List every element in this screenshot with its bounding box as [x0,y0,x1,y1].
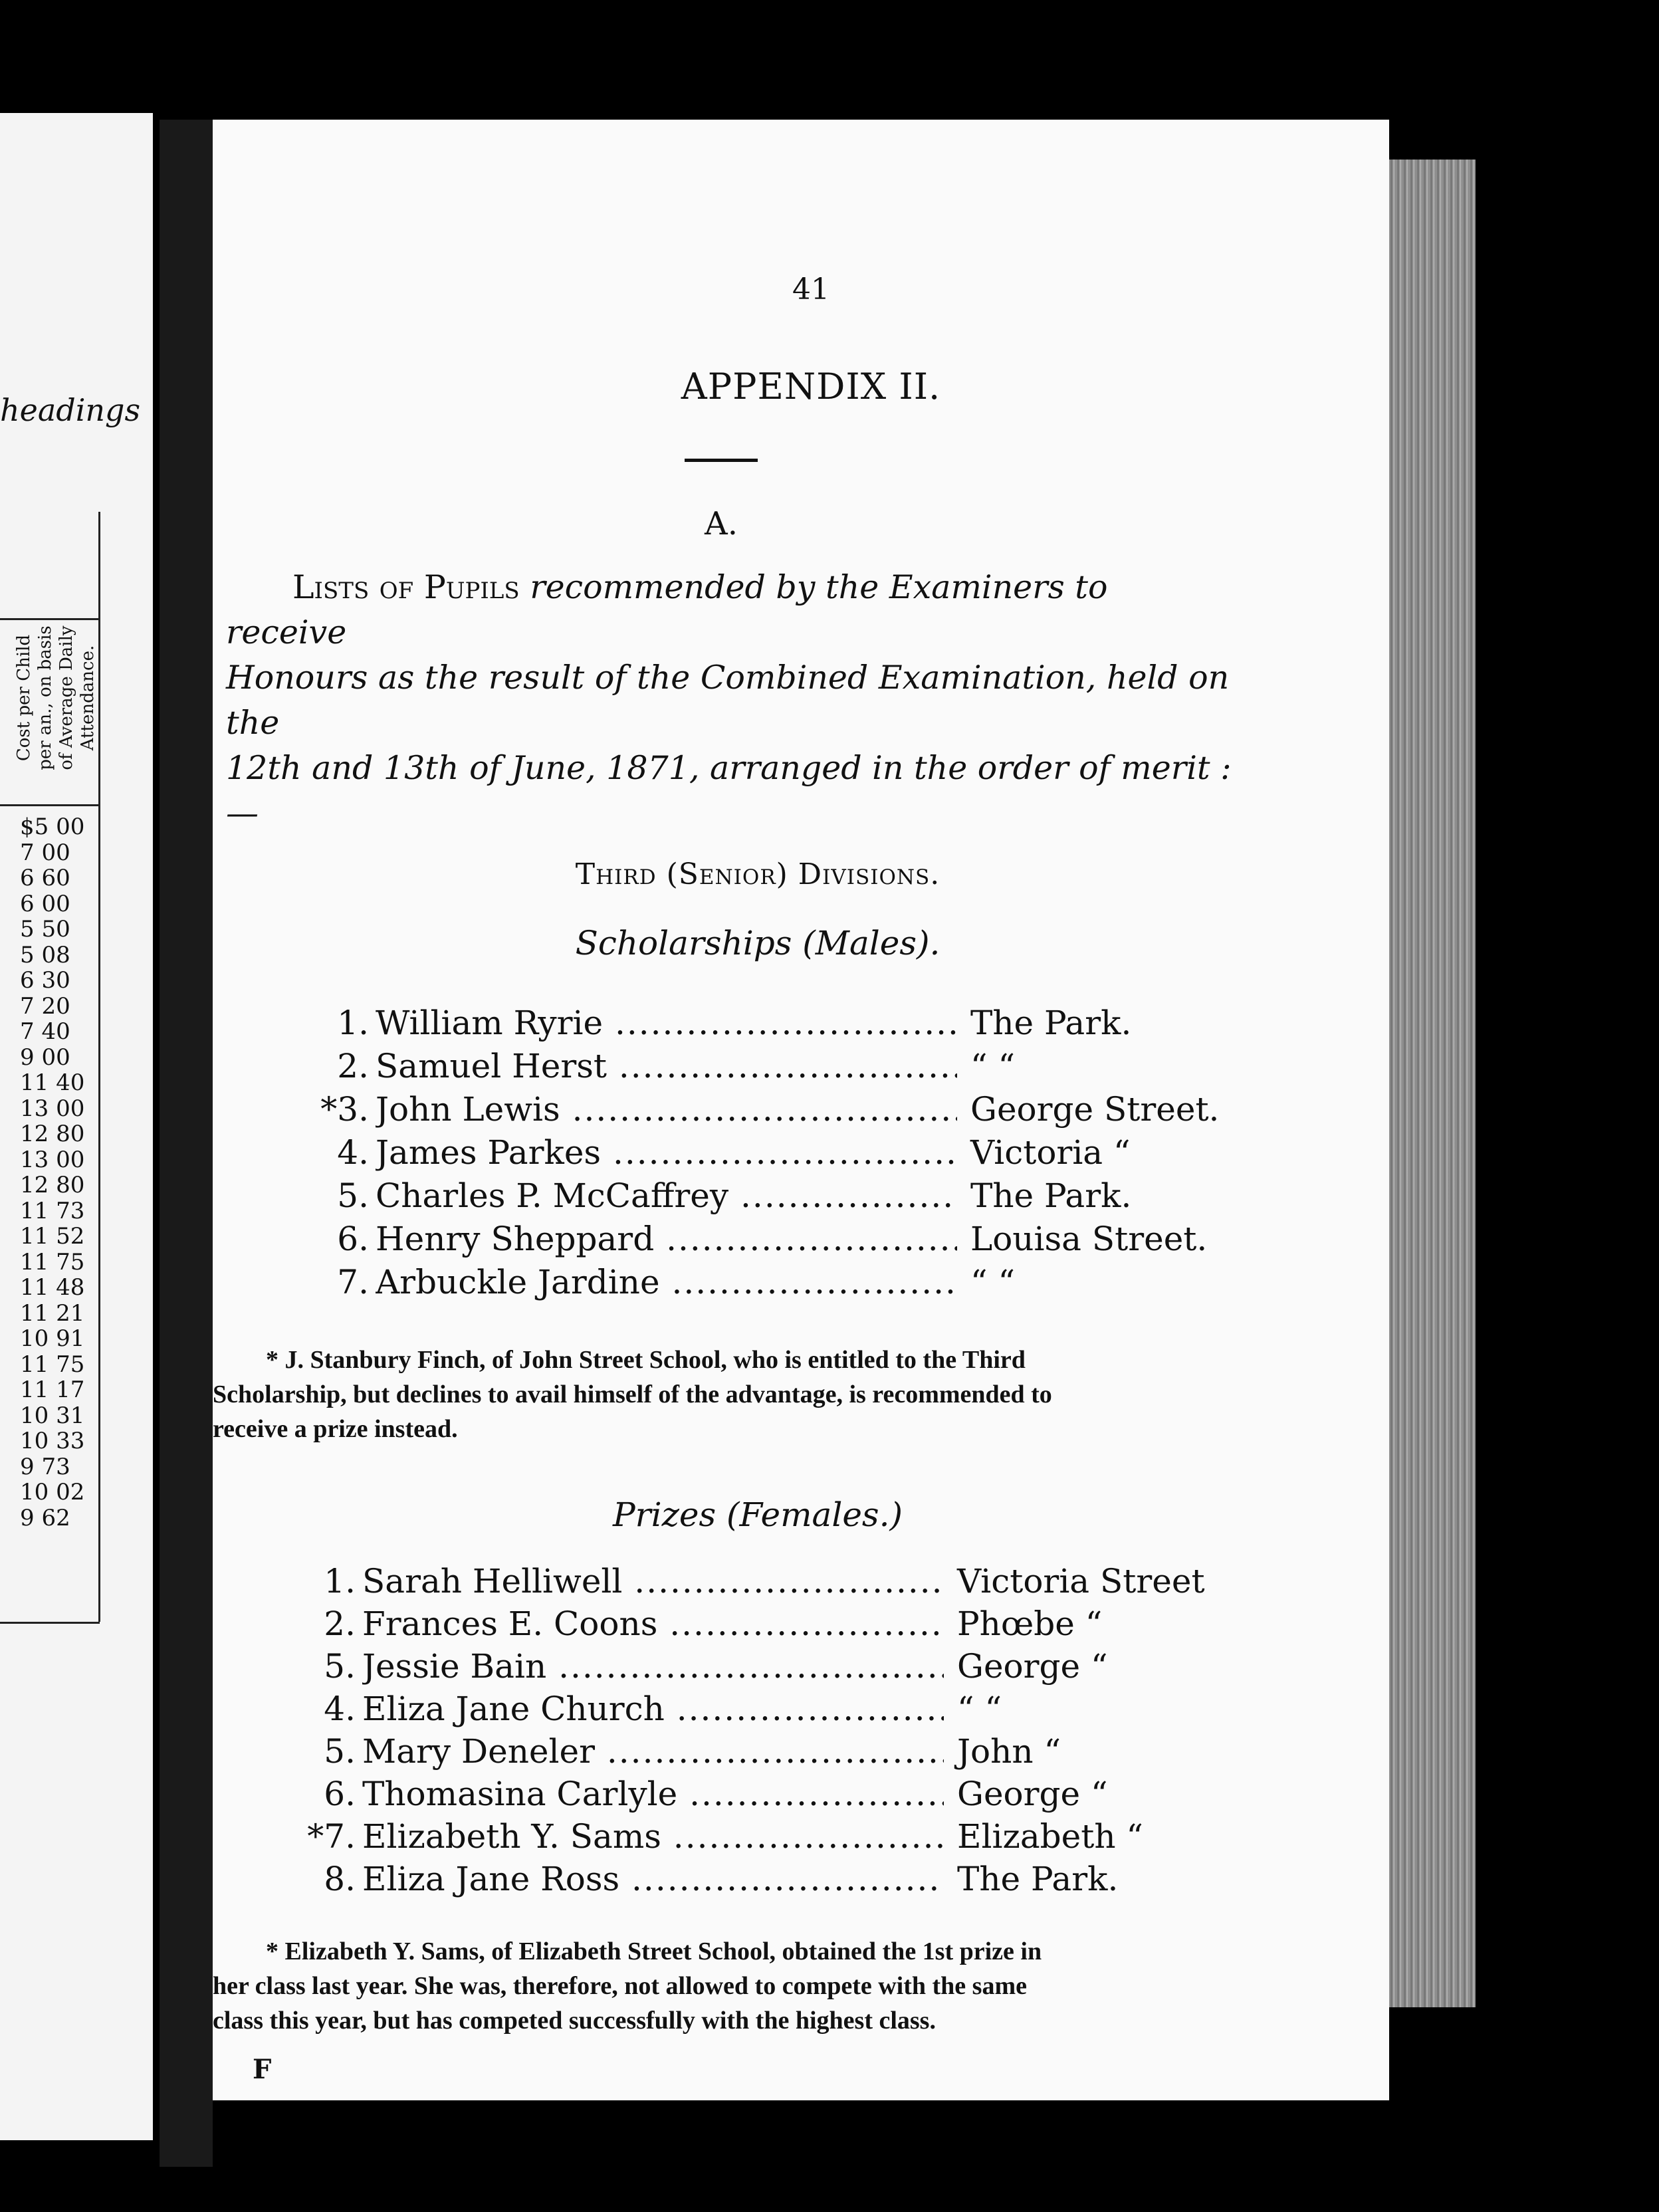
school-name: Louisa Street. [970,1220,1208,1258]
list-item [292,1176,1356,1219]
pupil-name: Charles P. McCaffrey ..... [376,1176,957,1215]
item-number: 1. [324,1562,356,1601]
school-name: John “ [957,1732,1061,1771]
list-item [292,1133,1356,1176]
list-item [292,1004,1356,1046]
cost-value: 5 50 [20,916,70,942]
book-spine [160,120,213,2167]
list-item [292,1647,1356,1690]
cost-value: 11 48 [20,1274,85,1301]
school-name: George “ [957,1775,1108,1813]
cost-column [20,814,84,1531]
cost-value: 12 80 [20,1121,85,1147]
pupil-name: Samuel Herst ..... [376,1047,957,1085]
item-number: 1. [337,1004,369,1042]
prizes-heading: Prizes (Females.) [613,1495,903,1534]
pupil-name: Arbuckle Jardine ..... [376,1263,957,1301]
pupil-name: Jessie Bain ..... [362,1647,944,1686]
cost-value: 5 08 [20,941,70,968]
cost-value: 13 00 [20,1146,85,1173]
cost-value: 11 52 [20,1223,85,1250]
left-page-heading: headings [0,392,141,428]
left-table-vertical-rule [98,512,100,1622]
list-item [292,1047,1356,1089]
list-item [292,1220,1356,1262]
pupil-name: James Parkes ..... [376,1133,957,1172]
division-heading: Third (Senior) Divisions. [575,857,940,891]
item-number: 4. [337,1133,369,1172]
cost-value: 9 62 [20,1504,70,1531]
cost-value: 11 73 [20,1197,85,1224]
left-table-header-rule [0,804,100,806]
intro-paragraph [226,565,1236,836]
school-name: Elizabeth “ [957,1817,1143,1856]
item-number: 2. [337,1047,369,1085]
scholarship-footnote: * J. Stanbury Finch, of John Street School, who is entitled to the Third Scholarship, but declines to avail himself of the advantage, is recommended to receive a prize instead. [213,1346,1052,1443]
pupil-name: Henry Sheppard ..... [376,1220,957,1258]
list-item [292,1732,1356,1775]
page-edges [1389,160,1476,2007]
item-number: 7. [337,1263,369,1301]
school-name: Victoria “ [970,1133,1131,1172]
cost-value: 11 75 [20,1248,85,1275]
item-number: 5. [324,1732,356,1771]
cost-value: $5 00 [20,814,85,840]
school-name: Phœbe “ [957,1604,1103,1643]
list-item [292,1817,1356,1860]
title-rule [685,459,758,462]
item-number: 8. [324,1860,356,1898]
school-name: George Street. [970,1090,1220,1129]
cost-value: 7 40 [20,1018,70,1045]
cost-value: 12 80 [20,1172,85,1198]
document-page [213,120,1389,2100]
item-number: 2. [324,1604,356,1643]
pupil-name: Thomasina Carlyle ..... [362,1775,944,1813]
list-item [292,1263,1356,1305]
pupil-name: Sarah Helliwell ..... [362,1562,944,1601]
item-number: 5. [337,1176,369,1215]
school-name: “ “ [970,1047,1016,1085]
page-title: APPENDIX II. [681,366,941,407]
intro-line-2: Honours as the result of the Combined Examination, held on the [226,659,1230,742]
scholarships-heading: Scholarships (Males). [575,924,940,962]
list-item [292,1775,1356,1817]
cost-value: 13 00 [20,1095,85,1122]
cost-value: 6 60 [20,865,70,891]
intro-line-1: Lists of Pupils recommended by the Examiners to receive [226,568,1108,651]
cost-value: 7 00 [20,839,70,866]
cost-value: 6 30 [20,967,70,994]
pupil-name: Frances E. Coons ..... [362,1604,944,1643]
item-number: *3. [320,1090,369,1129]
list-item [292,1562,1356,1604]
school-name: The Park. [970,1176,1132,1215]
cost-value: 11 40 [20,1069,85,1096]
cost-value: 11 17 [20,1377,85,1403]
pupil-name: Eliza Jane Church ..... [362,1690,944,1728]
cost-value: 11 75 [20,1351,85,1378]
list-item [292,1604,1356,1647]
list-item [292,1690,1356,1732]
cost-value: 6 00 [20,890,70,917]
left-facing-page [0,113,153,2140]
item-number: *7. [307,1817,356,1856]
pupil-name: John Lewis ..... [376,1090,957,1129]
pupil-name: William Ryrie ..... [376,1004,957,1042]
cost-value: 9 73 [20,1453,70,1480]
item-number: 6. [324,1775,356,1813]
pupil-name: Eliza Jane Ross ..... [362,1860,944,1898]
cost-value: 9 00 [20,1044,70,1071]
school-name: George “ [957,1647,1108,1686]
cost-value: 10 02 [20,1479,85,1505]
item-number: 4. [324,1690,356,1728]
cost-value: 7 20 [20,992,70,1020]
page-number: 41 [792,273,830,306]
item-number: 5. [324,1647,356,1686]
signature-mark: F [253,2054,272,2085]
cost-value: 10 33 [20,1428,85,1454]
intro-line-3: 12th and 13th of June, 1871, arranged in the order of merit :— [226,749,1232,832]
section-label: A. [705,505,738,542]
cost-value: 10 31 [20,1402,85,1429]
school-name: The Park. [957,1860,1119,1898]
school-name: Victoria Street [957,1562,1205,1601]
list-item [292,1860,1356,1902]
cost-value: 10 91 [20,1325,85,1352]
pupil-name: Mary Deneler ..... [362,1732,944,1771]
pupil-name: Elizabeth Y. Sams ..... [362,1817,944,1856]
cost-column-header: Cost per Child per an., on basis of Average Daily Attendance. [14,625,98,770]
school-name: “ “ [970,1263,1016,1301]
item-number: 6. [337,1220,369,1258]
cost-value: 11 21 [20,1299,85,1327]
left-table-bottom-rule [0,1622,100,1624]
school-name: “ “ [957,1690,1002,1728]
school-name: The Park. [970,1004,1132,1042]
prize-footnote: * Elizabeth Y. Sams, of Elizabeth Street School, obtained the 1st prize in her class last year. She was, therefore, not allowed to compete with the same class this year, but has competed successfully with the highest class. [213,1937,1042,2035]
list-item [292,1090,1356,1133]
